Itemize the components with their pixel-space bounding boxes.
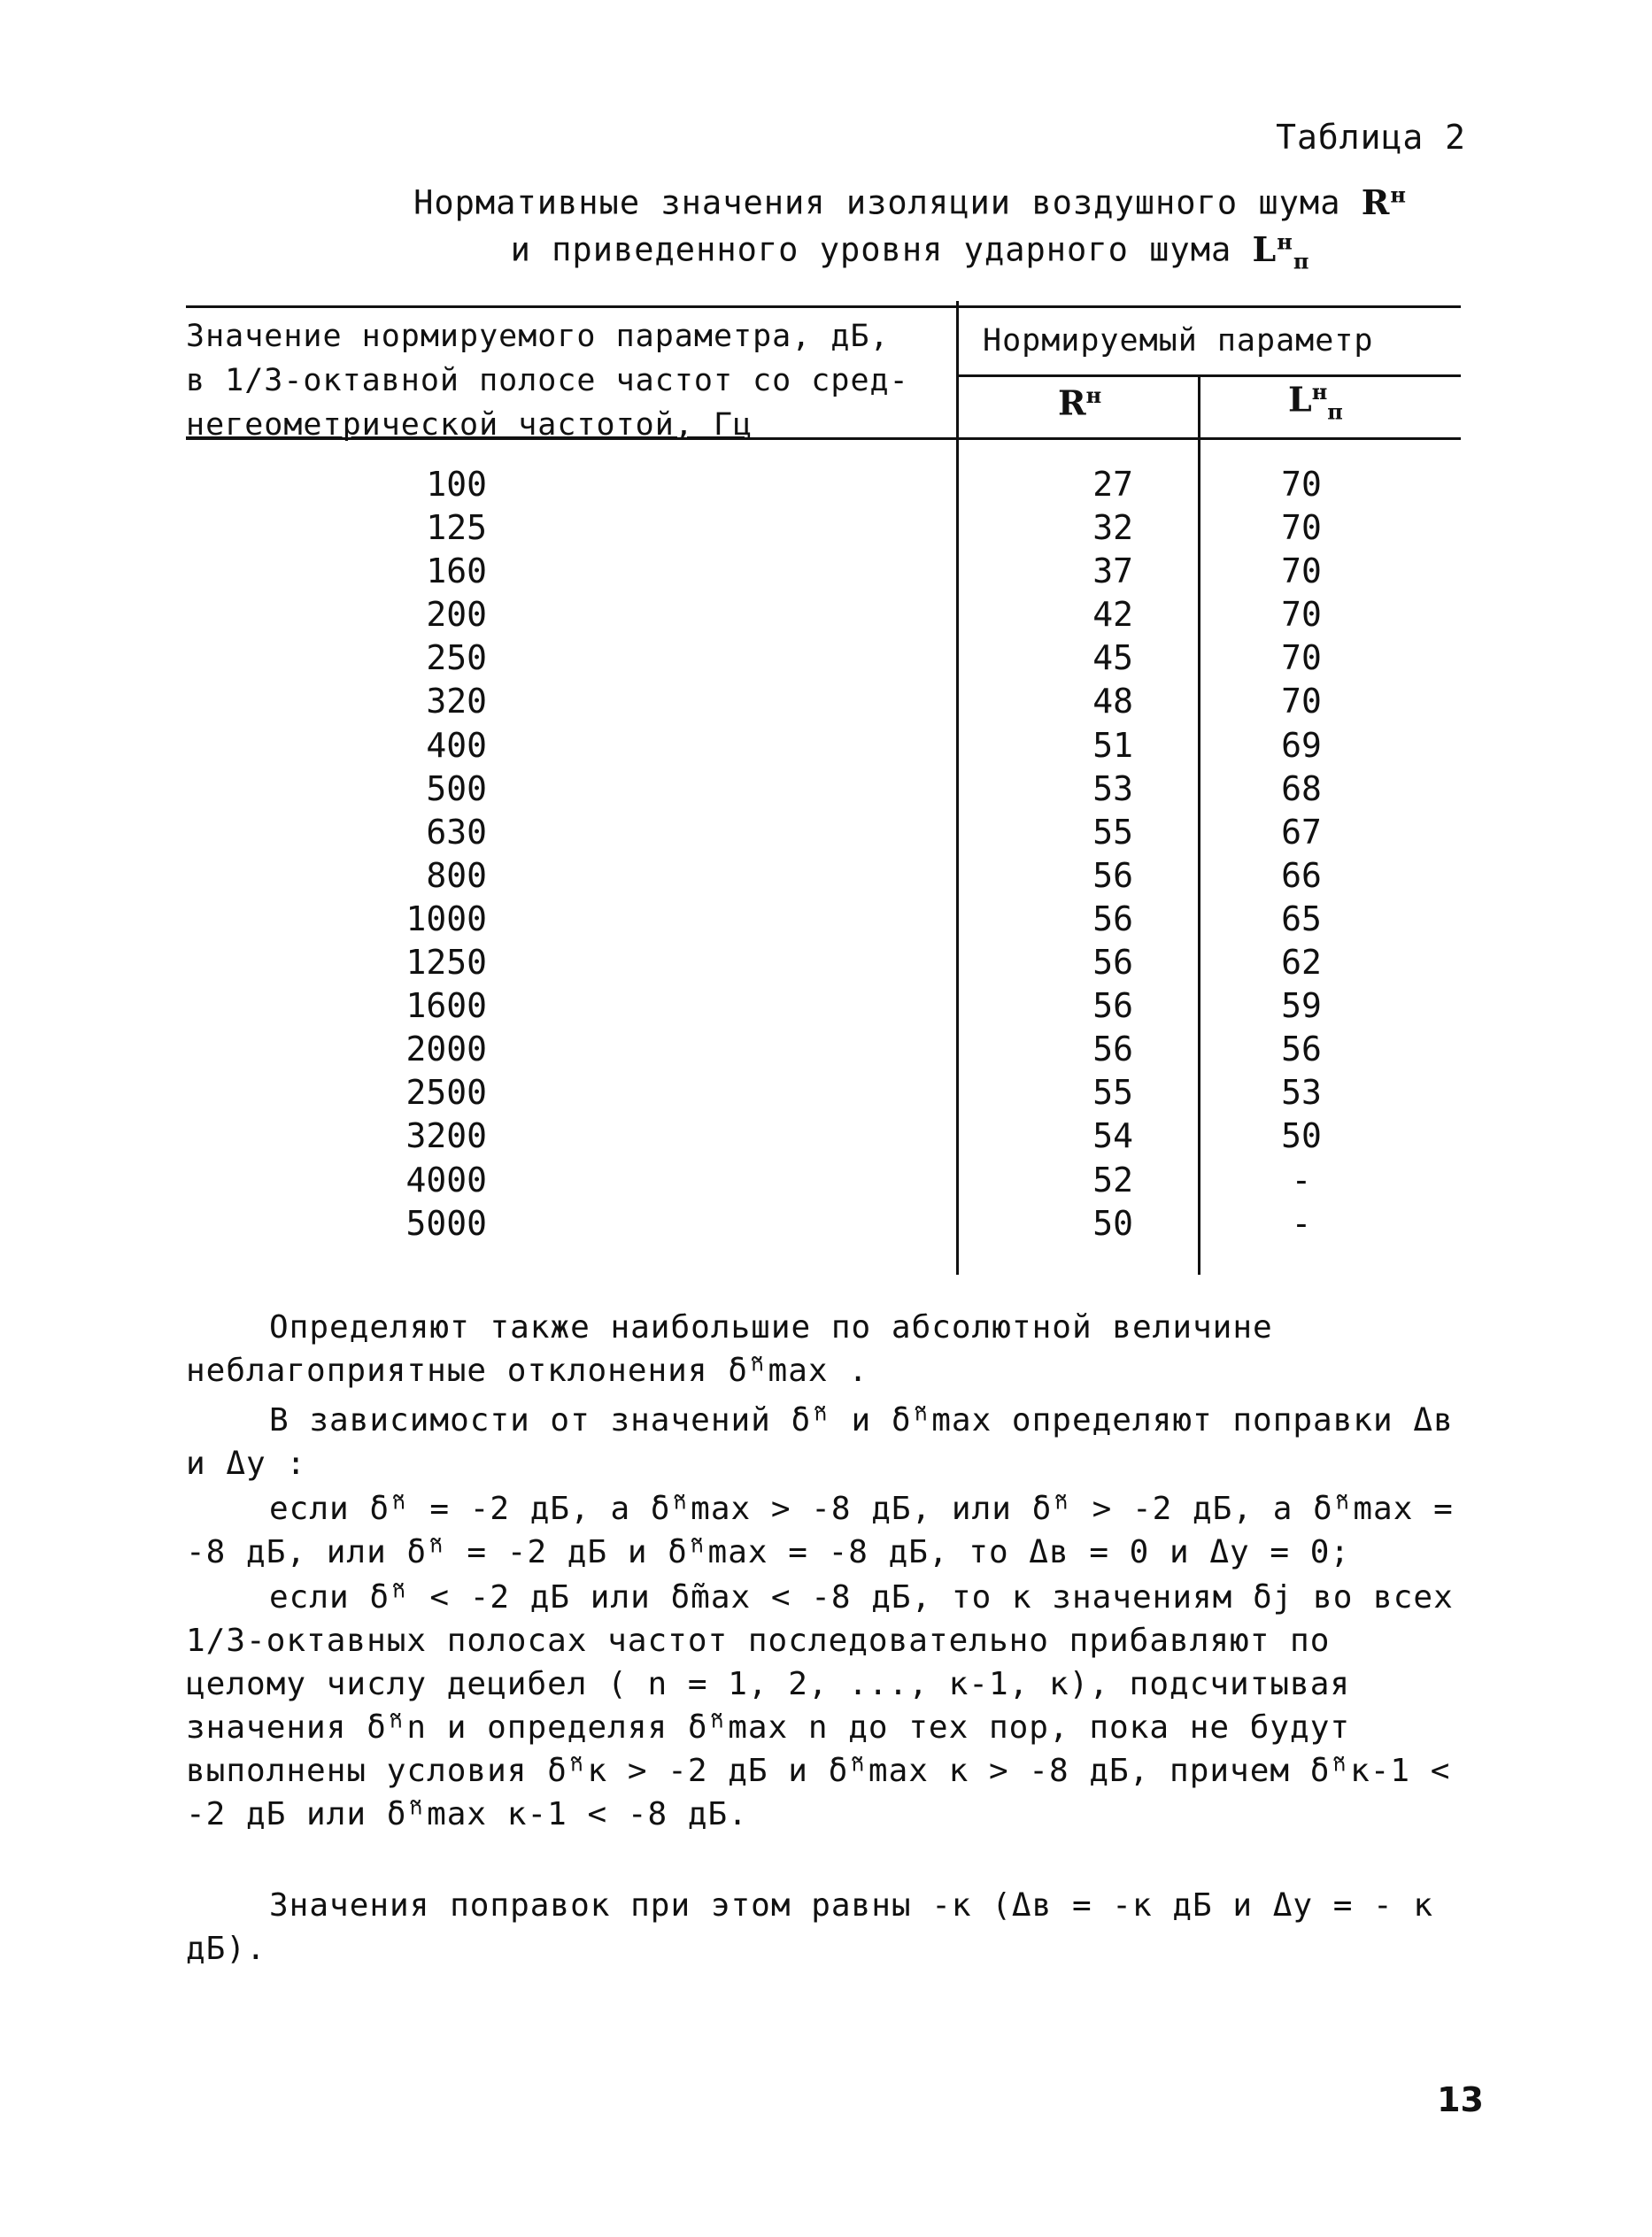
- table-row: 1250 56 62: [405, 943, 1322, 983]
- table-caption-line-1: [84, 181, 1652, 222]
- caption-line-1-text: Нормативные значения изоляции воздушного шума: [413, 183, 1341, 222]
- column-header-l: $L^н_п$: [1288, 379, 1343, 425]
- table-row: 4000 52 -: [405, 1160, 1312, 1199]
- table-top-rule: [186, 305, 1461, 308]
- caption-line-2-text: и приведенного уровня ударного шума: [510, 230, 1232, 269]
- table-caption-line-2: [84, 228, 1652, 274]
- table-row: 125 32 70: [426, 508, 1322, 548]
- paragraph-5: Значения поправок при этом равны -к (Δв = -к дБ и Δу = - к дБ).: [186, 1887, 1434, 1967]
- table-row: 160 37 70: [426, 552, 1322, 591]
- paragraph-2: В зависимости от значений δ̃ⁿ и δ̃ⁿmax определяют поправки Δв и Δу :: [186, 1402, 1454, 1482]
- table-label: Таблица 2: [1276, 118, 1466, 157]
- table-row: 250 45 70: [426, 638, 1322, 678]
- table-row: 2000 56 56: [405, 1030, 1322, 1069]
- paragraph-1: Определяют также наибольшие по абсолютной величине неблагоприятные отклонения δ̃ⁿmax .: [186, 1309, 1273, 1389]
- table-row: 100 27 70: [426, 465, 1322, 504]
- column-header-r: $R^н$: [1058, 382, 1102, 423]
- caption-r-symbol: $R^н$: [1361, 181, 1407, 222]
- column-header-frequency: Значение нормируемого параметра, дБ, в 1/3-октавной полосе частот со сред- негеометрической частотой, Гц: [186, 319, 909, 443]
- paragraph-4: если δ̃ⁿ < -2 дБ или δ̃max < -8 дБ, то к значениям δj во всех 1/3-октавных полосах частот последовательно прибавляют по целому числу децибел ( n = 1, 2, ..., к-1, к), подсчитывая значения δ̃ⁿn и определяя δ̃ⁿmax n до тех пор, пока не будут выполнены условия δ̃ⁿк > -2 дБ и δ̃ⁿmax к > -8 дБ, причем δ̃ⁿк-1 < -2 дБ или δ̃ⁿmax к-1 < -8 дБ.: [186, 1579, 1454, 1832]
- table-row: 630 55 67: [426, 812, 1322, 852]
- table-body: [0, 465, 1652, 1247]
- table-row: 800 56 66: [426, 855, 1322, 895]
- page-number: 13: [1437, 2080, 1484, 2119]
- column-group-header: Нормируемый параметр: [983, 323, 1374, 359]
- table-row: 400 51 69: [426, 725, 1322, 765]
- table-row: 500 53 68: [426, 768, 1322, 808]
- table-row: 1000 56 65: [405, 899, 1322, 938]
- table-row: 200 42 70: [426, 595, 1322, 635]
- table-row: 5000 50 -: [405, 1203, 1312, 1243]
- group-header-rule: [956, 374, 1461, 377]
- table-row: 1600 56 59: [405, 986, 1322, 1026]
- table-row: 320 48 70: [426, 682, 1322, 721]
- caption-l-symbol: $L^н_п$: [1252, 228, 1310, 274]
- table-row: 3200 54 50: [405, 1116, 1322, 1156]
- paragraph-3: если δ̃ⁿ = -2 дБ, а δ̃ⁿmax > -8 дБ, или δ̃ⁿ > -2 дБ, а δ̃ⁿmax = -8 дБ, или δ̃ⁿ = -2 дБ и δ̃ⁿmax = -8 дБ, то Δв = 0 и Δу = 0;: [186, 1491, 1454, 1570]
- table-row: 2500 55 53: [405, 1073, 1322, 1113]
